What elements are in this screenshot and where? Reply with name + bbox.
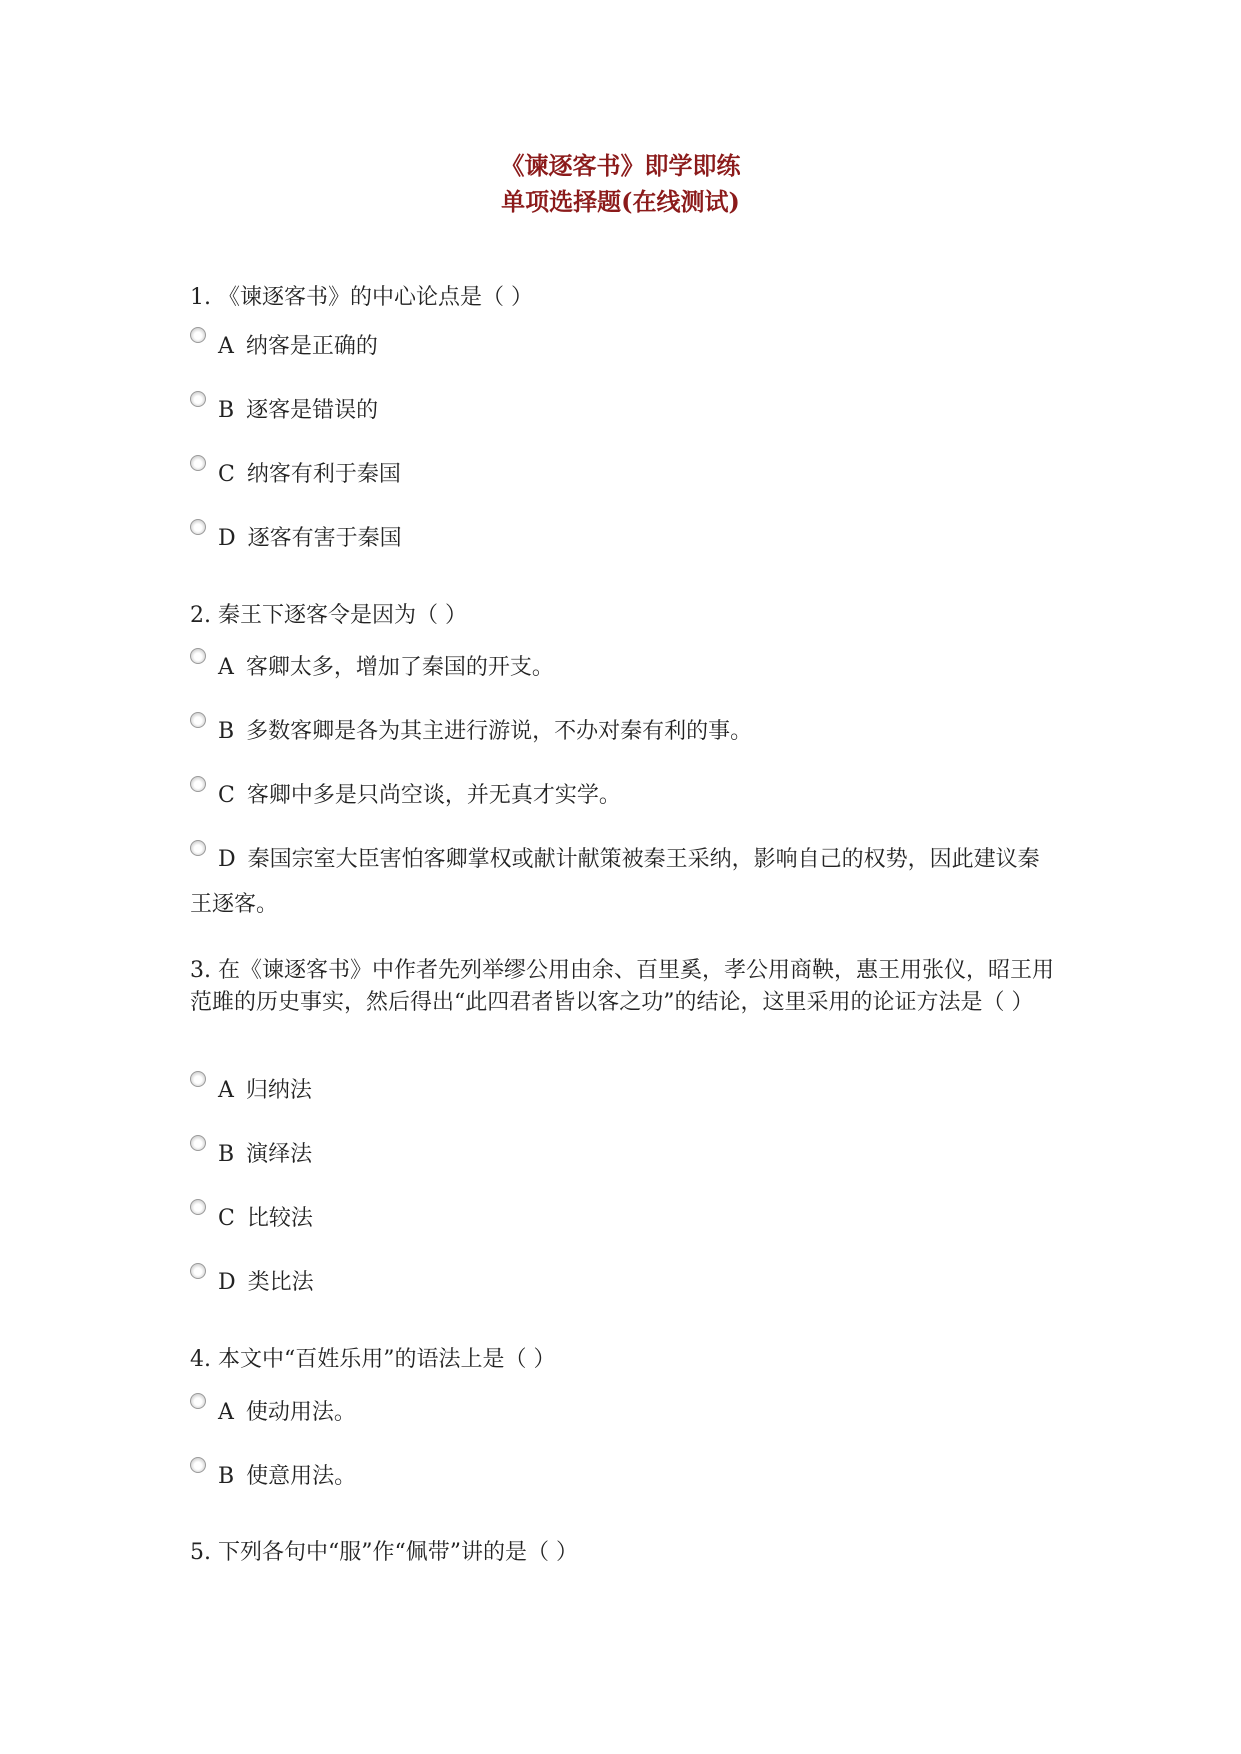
option-label: 归纳法: [245, 1078, 312, 1103]
option-label: 使意用法。: [246, 1464, 357, 1489]
option-letter: C: [218, 1206, 235, 1231]
radio-button-icon[interactable]: [190, 1199, 206, 1215]
option-letter: B: [218, 1464, 235, 1489]
radio-button-icon[interactable]: [190, 391, 206, 407]
option-letter: B: [218, 1142, 235, 1167]
radio-button-icon[interactable]: [190, 1071, 206, 1087]
question-3-option-c[interactable]: [190, 1196, 1060, 1241]
document-subtitle: 单项选择题(在线测试): [501, 187, 740, 216]
radio-button-icon[interactable]: [190, 776, 206, 792]
radio-button-icon[interactable]: [190, 327, 206, 343]
question-4-option-b[interactable]: [190, 1454, 1060, 1499]
radio-button-icon[interactable]: [190, 455, 206, 471]
option-label: 逐客是错误的: [246, 398, 379, 423]
question-2-text: 2. 秦王下逐客令是因为（ ）: [190, 603, 467, 628]
option-letter: A: [218, 1078, 234, 1103]
option-letter: D: [218, 847, 236, 872]
radio-button-icon[interactable]: [190, 519, 206, 535]
option-label: 秦国宗室大臣害怕客卿掌权或献计献策被秦王采纳，影响自己的权势，因此建议秦王逐客。: [190, 847, 1040, 917]
radio-button-icon[interactable]: [190, 1393, 206, 1409]
radio-button-icon[interactable]: [190, 1457, 206, 1473]
option-letter: D: [218, 1270, 236, 1295]
question-3-option-a[interactable]: [190, 1068, 1060, 1113]
option-label: 纳客有利于秦国: [246, 462, 401, 487]
question-2-option-c[interactable]: [190, 773, 1060, 818]
option-letter: C: [218, 462, 235, 487]
option-label: 客卿太多，增加了秦国的开支。: [245, 655, 554, 680]
question-2-option-d[interactable]: [190, 837, 1060, 927]
option-letter: A: [218, 1400, 234, 1425]
document-title: 《谏逐客书》即学即练: [500, 151, 741, 180]
option-label: 类比法: [247, 1270, 314, 1295]
question-3-text: 3. 在《谏逐客书》中作者先列举缪公用由余、百里奚，孝公用商鞅，惠王用张仪，昭王用范雎的历史事实，然后得出“此四君者皆以客之功”的结论，这里采用的论证方法是（ ）: [190, 958, 1054, 1015]
option-letter: A: [218, 334, 234, 359]
question-1-option-a[interactable]: [190, 324, 1060, 369]
question-3-option-d[interactable]: [190, 1260, 1060, 1305]
question-1-text: 1. 《谏逐客书》的中心论点是（ ）: [190, 285, 533, 310]
option-label: 多数客卿是各为其主进行游说，不办对秦有利的事。: [246, 719, 753, 744]
question-1-option-d[interactable]: [190, 516, 1060, 561]
question-4-text: 4. 本文中“百姓乐用”的语法上是（ ）: [190, 1347, 556, 1372]
option-letter: C: [218, 783, 235, 808]
radio-button-icon[interactable]: [190, 1263, 206, 1279]
option-letter: D: [218, 526, 236, 551]
question-4-option-a[interactable]: [190, 1390, 1060, 1435]
option-label: 使动用法。: [245, 1400, 356, 1425]
option-label: 逐客有害于秦国: [247, 526, 402, 551]
question-2-option-a[interactable]: [190, 645, 1060, 690]
question-2-option-b[interactable]: [190, 709, 1060, 754]
option-label: 演绎法: [246, 1142, 313, 1167]
radio-button-icon[interactable]: [190, 648, 206, 664]
radio-button-icon[interactable]: [190, 712, 206, 728]
question-1-option-b[interactable]: [190, 388, 1060, 433]
question-1-option-c[interactable]: [190, 452, 1060, 497]
option-label: 比较法: [246, 1206, 313, 1231]
option-letter: B: [218, 719, 235, 744]
option-letter: A: [218, 655, 234, 680]
question-3-option-b[interactable]: [190, 1132, 1060, 1177]
radio-button-icon[interactable]: [190, 840, 206, 856]
option-label: 客卿中多是只尚空谈，并无真才实学。: [246, 783, 621, 808]
question-5-text: 5. 下列各句中“服”作“佩带”讲的是（ ）: [190, 1540, 578, 1565]
radio-button-icon[interactable]: [190, 1135, 206, 1151]
option-letter: B: [218, 398, 235, 423]
option-label: 纳客是正确的: [245, 334, 378, 359]
